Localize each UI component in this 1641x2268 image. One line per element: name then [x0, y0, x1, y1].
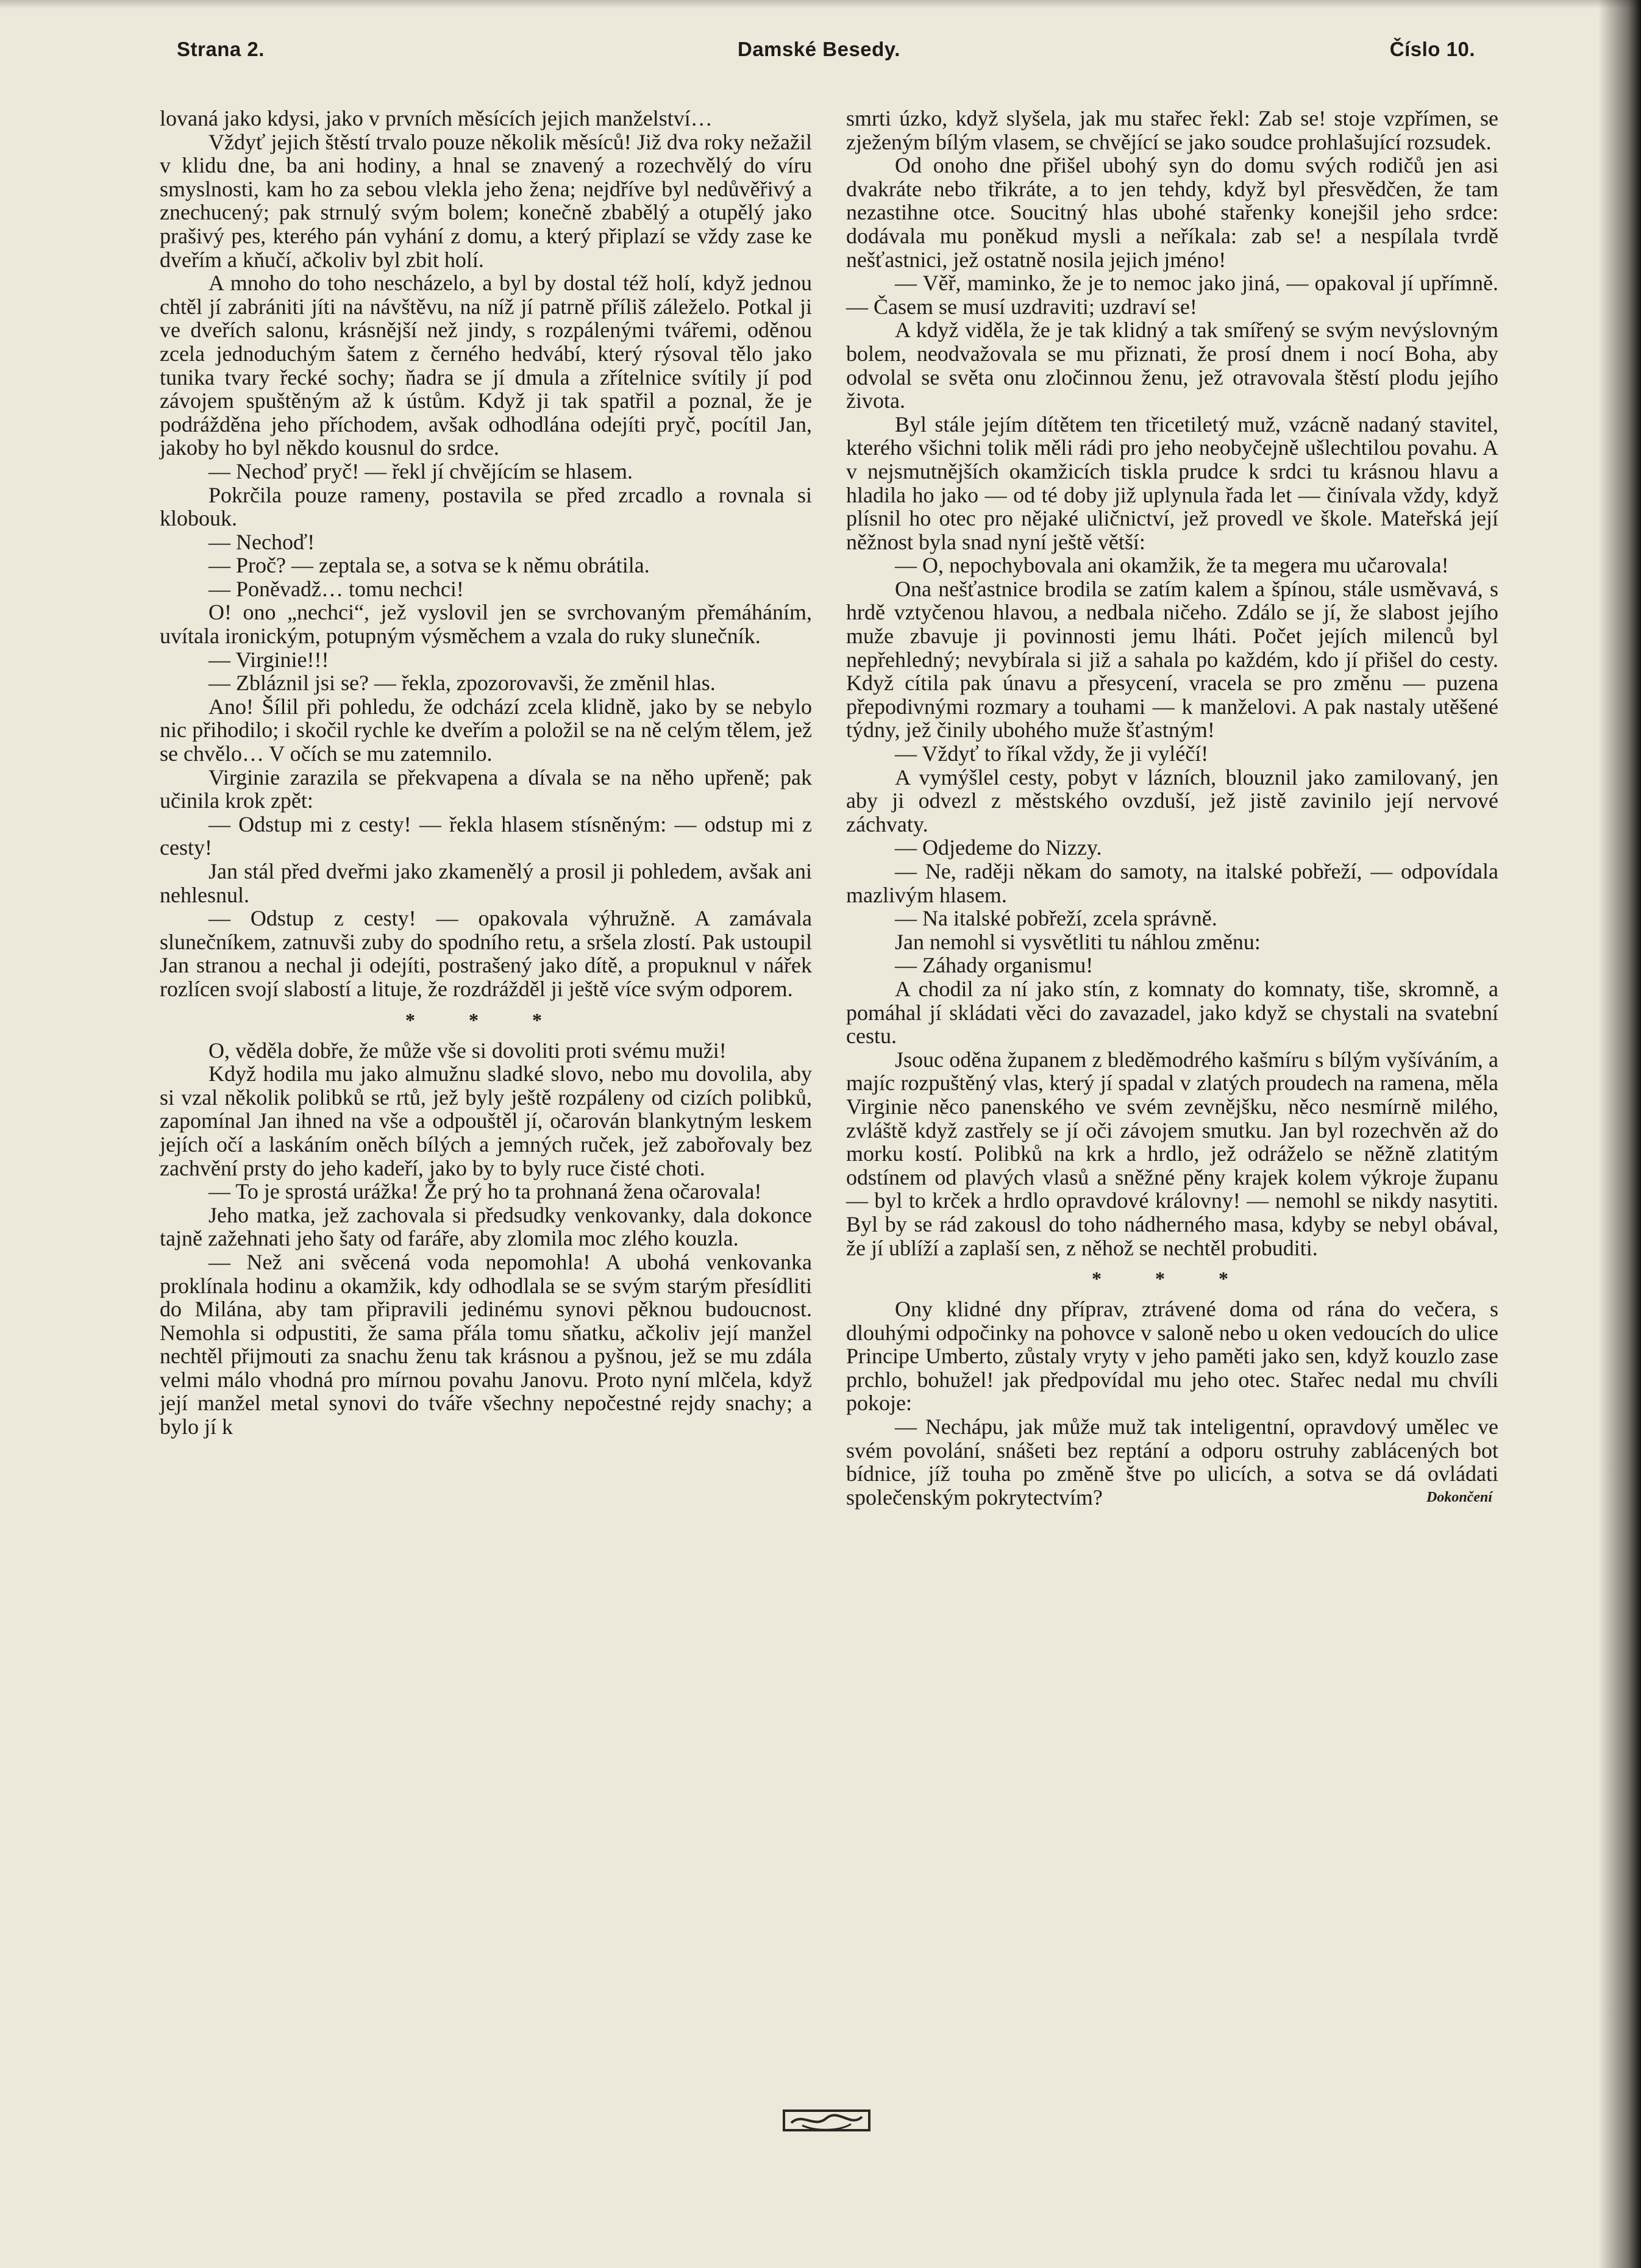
- page-binding-shadow: [1598, 0, 1641, 2268]
- paragraph: — Nechoď!: [208, 529, 315, 554]
- paragraph: O, věděla dobře, že může vše si dovoliti proti svému muži!: [208, 1038, 727, 1063]
- paragraph: A vymýšlel cesty, pobyt v lázních, blouznil jako zamilovaný, jen aby ji odvezl z městského ovzduší, jež jistě zavinilo její nervové záchvaty.: [846, 765, 1498, 836]
- paragraph: — To je sprostá urážka! Že prý ho ta prohnaná žena očarovala!: [208, 1179, 762, 1204]
- paragraph: — Nechápu, jak může muž tak inteligentní, opravdový umělec ve svém povolání, snášeti bez reptání a odporu ostruhy zablácených bot bídnice, jíž touha po změně štve po ulicích, a sotva se dá ovládati společenským pokrytectvím?: [846, 1414, 1498, 1510]
- section-separator: * * *: [1092, 1268, 1253, 1290]
- continuation-note: Dokončení: [1426, 1489, 1492, 1506]
- paragraph: Jan nemohl si vysvětliti tu náhlou změnu:: [895, 929, 1261, 954]
- paragraph: A chodil za ní jako stín, z komnaty do komnaty, tiše, skromně, a pomáhal jí skládati věci do zavazadel, jako když se chystali na svatební cestu.: [846, 976, 1498, 1049]
- paragraph: — Záhady organismu!: [895, 953, 1094, 978]
- page-header: [177, 38, 1475, 74]
- issue-number: Číslo 10.: [1389, 38, 1475, 60]
- paragraph: Jsouc oděna županem z bleděmodrého kašmíru s bílým vyšíváním, a majíc rozpuštěný vlas, který jí spadal v zlatých proudech na ramena, měla Virginie něco panenského ve svém zevnějšku, něco nesmírně milého, zvláště když zastřely se jí oči závojem smutku. Jan byl rozechvěn až do morku kostí. Polibků na krk a hrdlo, jež odráželo se něžně zlatitým odstínem od plavých vlasů a sněžné pěny krajek kolem výkroje županu — byl to krček a hrdlo opravdové královny! — nemohl se nikdy nasytiti. Byl by se rád zakousl do toho nádherného masa, kdyby se nebyl obával, že jí ublíží a zaplaší sen, z něhož se nechtěl probuditi.: [846, 1047, 1498, 1260]
- paragraph: smrti úzko, když slyšela, jak mu stařec řekl: Zab se! stoje vzpřímen, se zježeným bílým vlasem, se chvějící se jako soudce prohlašující rozsudek.: [846, 106, 1498, 154]
- paragraph: O! ono „nechci“, jež vyslovil jen se svrchovaným přemáháním, uvítala ironickým, potupným výsměchem a vzala do ruky slunečník.: [160, 600, 812, 649]
- paragraph: Když hodila mu jako almužnu sladké slovo, nebo mu dovolila, aby si vzal několik polibků se rtů, jež byly ještě rozpáleny od cizích polibků, zapomínal Jan ihned na vše a odpouštěl jí, očarován blankytným leskem jejích očí a laskáním oněch bílých a jemných ruček, jež zabořovaly bez zachvění prsty do jeho kadeří, jako by to byly ruce čisté choti.: [160, 1061, 812, 1180]
- left-column: [160, 107, 812, 1439]
- paragraph: A mnoho do toho nescházelo, a byl by dostal též holí, když jednou chtěl jí zabrániti jíti na návštěvu, na níž jí patrně příliš záleželo. Potkal ji ve dveřích salonu, krásnější než jindy, s rozpálenými tvářemi, oděnou zcela jednoduchým šatem z černého hedvábí, který rýsoval tělo jako tunika tvary řecké sochy; ňadra se jí dmula a zřítelnice svítily jí pod závojem spuštěným až k ústům. Když ji tak spatřil a poznal, že je podrážděna jeho příchodem, avšak odhodlána odejíti pryč, pocítil Jan, jakoby ho byl někdo kousnul do srdce.: [160, 271, 812, 460]
- paragraph: Ano! Šílil při pohledu, že odchází zcela klidně, jako by se nebylo nic přihodilo; i skočil rychle ke dveřím a položil se na ně celým tělem, jež se chvělo… V očích se mu zatemnilo.: [160, 694, 812, 766]
- paragraph: Vždyť jejich štěstí trvalo pouze několik měsíců! Již dva roky nežažil v klidu dne, ba ani hodiny, a hnal se znavený a rozechvělý do víru smyslnosti, kam ho za sebou vlekla jeho žena; nejdříve byl nedůvěřivý a znechucený; pak strnulý svým bolem; konečně zbabělý a otupělý jako prašivý pes, kterého pán vyhání z domu, a který připlazí se vždy zase ke dveřím a kňučí, ačkoliv byl zbit holí.: [160, 129, 812, 272]
- paragraph: — Odstup z cesty! — opakovala výhružně. A zamávala slunečníkem, zatnuvši zuby do spodního retu, a sršela zlostí. Pak ustoupil Jan stranou a nechal ji odejíti, postrašený jako dítě, a propuknul v nářek rozlícen svojí slabostí a lituje, že rozdrážděl ji ještě více svým odporem.: [160, 906, 812, 1001]
- paragraph: lovaná jako kdysi, jako v prvních měsících jejich manželství…: [160, 106, 713, 130]
- paragraph: — Ne, raději někam do samoty, na italské pobřeží, — odpovídala mazlivým hlasem.: [846, 859, 1498, 907]
- paragraph: — O, nepochybovala ani okamžik, že ta megera mu učarovala!: [895, 553, 1449, 578]
- paragraph: — Vždyť to říkal vždy, že ji vyléčí!: [895, 741, 1209, 766]
- paragraph: — Věř, maminko, že je to nemoc jako jiná, — opakoval jí upřímně. — Časem se musí uzdraviti; uzdraví se!: [846, 271, 1498, 319]
- paragraph: Pokrčila pouze rameny, postavila se před zrcadlo a rovnala si klobouk.: [160, 482, 812, 531]
- publication-title: Damské Besedy.: [738, 38, 900, 60]
- page-top-edge: [0, 0, 1641, 9]
- paragraph: Jeho matka, jež zachovala si předsudky venkovanky, dala dokonce tajně zažehnati jeho šaty od faráře, aby zlomila moc zlého kouzla.: [160, 1202, 812, 1251]
- paragraph: — Virginie!!!: [208, 647, 329, 672]
- page-number: Strana 2.: [177, 38, 265, 60]
- paragraph: — Než ani svěcená voda nepomohla! A ubohá venkovanka proklínala hodinu a okamžik, kdy odhodlala se se svým starým přesídliti do Milána, aby tam připravili jedinému synovi pěknou budoucnost. Nemohla si odpustiti, že sama přála tomu sňatku, ačkoliv její manžel nechtěl přijmouti za snachu ženu tak krásnou a pyšnou, jež se mu zdála velmi málo vhodná pro mírnou povahu Janovu. Proto nyní mlčela, když její manžel metal synovi do tváře všechny nepočestné rejdy snachy; a bylo jí k: [160, 1249, 812, 1439]
- paragraph: Ona nešťastnice brodila se zatím kalem a špínou, stále usměvavá, s hrdě vztyčenou hlavou, a nedbala ničeho. Zdálo se jí, že slabost jejího muže zbavuje ji povinnosti jemu lháti. Počet jejích milenců byl nepřehledný; nevybírala si již a sahala po každém, kdo jí přišel do cesty. Když cítila pak únavu a přesycení, vracela se pro změnu — puzena přepodivnými rozmary a touhami — k manželovi. A pak nastaly utěšené týdny, jež činily ubohého muže šťastným!: [846, 576, 1498, 743]
- paragraph: — Zbláznil jsi se? — řekla, zpozorovavši, že změnil hlas.: [208, 671, 716, 696]
- paragraph: — Na italské pobřeží, zcela správně.: [895, 906, 1217, 931]
- paragraph: Byl stále jejím dítětem ten třicetiletý muž, vzácně nadaný stavitel, kterého všichni tolik měli rádi pro jeho neobyčejně ušlechtilou povahu. A v nejsmutnějších okamžicích tiskla prudce k srdci tu krásnou hlavu a hladila ho jako — od té doby již uplynula řada let — činívala vždy, když plísnil ho otec pro nějaké uličnictví, jež provedl ve škole. Mateřská její něžnost byla snad nyní ještě větší:: [846, 412, 1498, 554]
- right-column: [846, 107, 1498, 1510]
- paragraph: — Poněvadž… tomu nechci!: [208, 576, 464, 601]
- paragraph: — Proč? — zeptala se, a sotva se k němu obrátila.: [208, 553, 650, 578]
- paragraph: — Odstup mi z cesty! — řekla hlasem stísněným: — odstup mi z cesty!: [160, 811, 812, 860]
- paragraph: — Nechoď pryč! — řekl jí chvějícím se hlasem.: [208, 458, 633, 483]
- paragraph: Od onoho dne přišel ubohý syn do domu svých rodičů jen asi dvakráte nebo třikráte, a to jen tehdy, když byl přesvědčen, že tam nezastihne otce. Soucitný hlas ubohé stařenky konejšil jeho srdce: dodávala mu poněkud mysli a neříkala: zab se! a nespílala tvrdě nešťastnici, jež ostatně nosila jejich jméno!: [846, 153, 1498, 272]
- paragraph: Jan stál před dveřmi jako zkamenělý a prosil ji pohledem, avšak ani nehlesnul.: [160, 859, 812, 907]
- paragraph: A když viděla, že je tak klidný a tak smířený se svým nevýslovným bolem, neodvažovala se mu přiznati, že prosí dnem i nocí Boha, aby odvolal se světa onu zločinnou ženu, jež otravovala štěstí plodu jejího života.: [846, 318, 1498, 413]
- paragraph: — Odjedeme do Nizzy.: [895, 835, 1102, 860]
- decorative-ornament-icon: [778, 2105, 875, 2136]
- paragraph: Ony klidné dny příprav, ztrávené doma od rána do večera, s dlouhými odpočinky na pohovce v saloně nebo u oken vedoucích do ulice Principe Umberto, zůstaly vryty v jeho paměti jako sen, když kouzlo zase prchlo, bohužel! jak předpovídal mu jeho otec. Stařec nedal mu chvíli pokoje:: [846, 1297, 1498, 1416]
- section-separator: * * *: [405, 1008, 566, 1031]
- paragraph: Virginie zarazila se překvapena a dívala se na něho upřeně; pak učinila krok zpět:: [160, 765, 812, 813]
